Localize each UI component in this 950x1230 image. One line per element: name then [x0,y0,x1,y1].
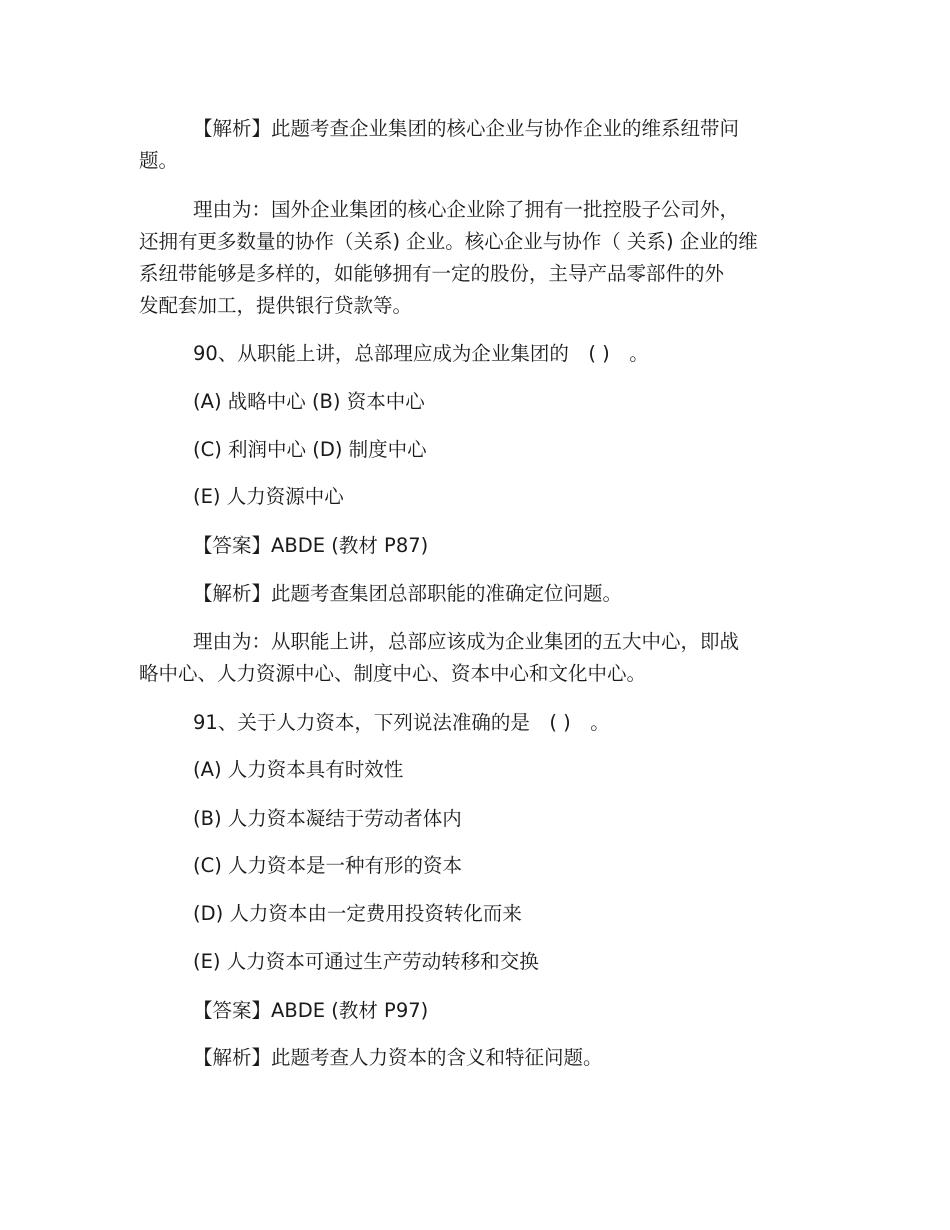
option-line [139,481,799,513]
option-line [139,754,799,786]
option-text: (A) 战略中心 (B) 资本中心 [193,390,425,413]
analysis-91 [139,1042,799,1074]
reason-paragraph-89 [139,194,799,322]
question-91 [139,707,799,739]
text-line: 系纽带能够是多样的，如能够拥有一定的股份，主导产品零部件的外 [139,262,725,285]
option-line [139,946,799,978]
option-text: (E) 人力资本可通过生产劳动转移和交换 [193,950,539,973]
option-line [139,898,799,930]
text-line: 还拥有更多数量的协作（关系) 企业。核心企业与协作（ 关系) 企业的维 [139,230,758,253]
question-90 [139,338,799,370]
text-line: 发配套加工，提供银行贷款等。 [139,294,413,317]
option-text: (A) 人力资本具有时效性 [193,758,404,781]
answer-91 [139,995,799,1027]
text-line: 理由为：从职能上讲，总部应该成为企业集团的五大中心，即战 [193,630,740,653]
text-line: 略中心、人力资源中心、制度中心、资本中心和文化中心。 [139,662,647,685]
answer-text: 【答案】ABDE (教材 P97) [193,999,429,1022]
option-line [139,803,799,835]
answer-text: 【答案】ABDE (教材 P87) [193,534,429,557]
analysis-90 [139,578,799,610]
option-text: (E) 人力资源中心 [193,485,344,508]
text-line: 【解析】此题考查企业集团的核心企业与协作企业的维系纽带问 [193,117,740,140]
option-line [139,386,799,418]
option-text: (B) 人力资本凝结于劳动者体内 [193,807,462,830]
option-text: (D) 人力资本由一定费用投资转化而来 [193,902,522,925]
option-text: (C) 人力资本是一种有形的资本 [193,854,463,877]
analysis-text: 【解析】此题考查人力资本的含义和特征问题。 [193,1046,603,1069]
option-line [139,850,799,882]
text-line: 题。 [139,149,179,172]
option-text: (C) 利润中心 (D) 制度中心 [193,438,427,461]
question-text: 90、从职能上讲，总部理应成为企业集团的 ( ) 。 [193,342,649,365]
text-line: 理由为：国外企业集团的核心企业除了拥有一批控股子公司外， [193,198,740,221]
question-text: 91、关于人力资本，下列说法准确的是 ( ) 。 [193,711,610,734]
option-line [139,434,799,466]
analysis-text: 【解析】此题考查集团总部职能的准确定位问题。 [193,582,623,605]
analysis-paragraph-89 [139,113,799,177]
answer-90 [139,530,799,562]
reason-paragraph-90 [139,626,799,690]
